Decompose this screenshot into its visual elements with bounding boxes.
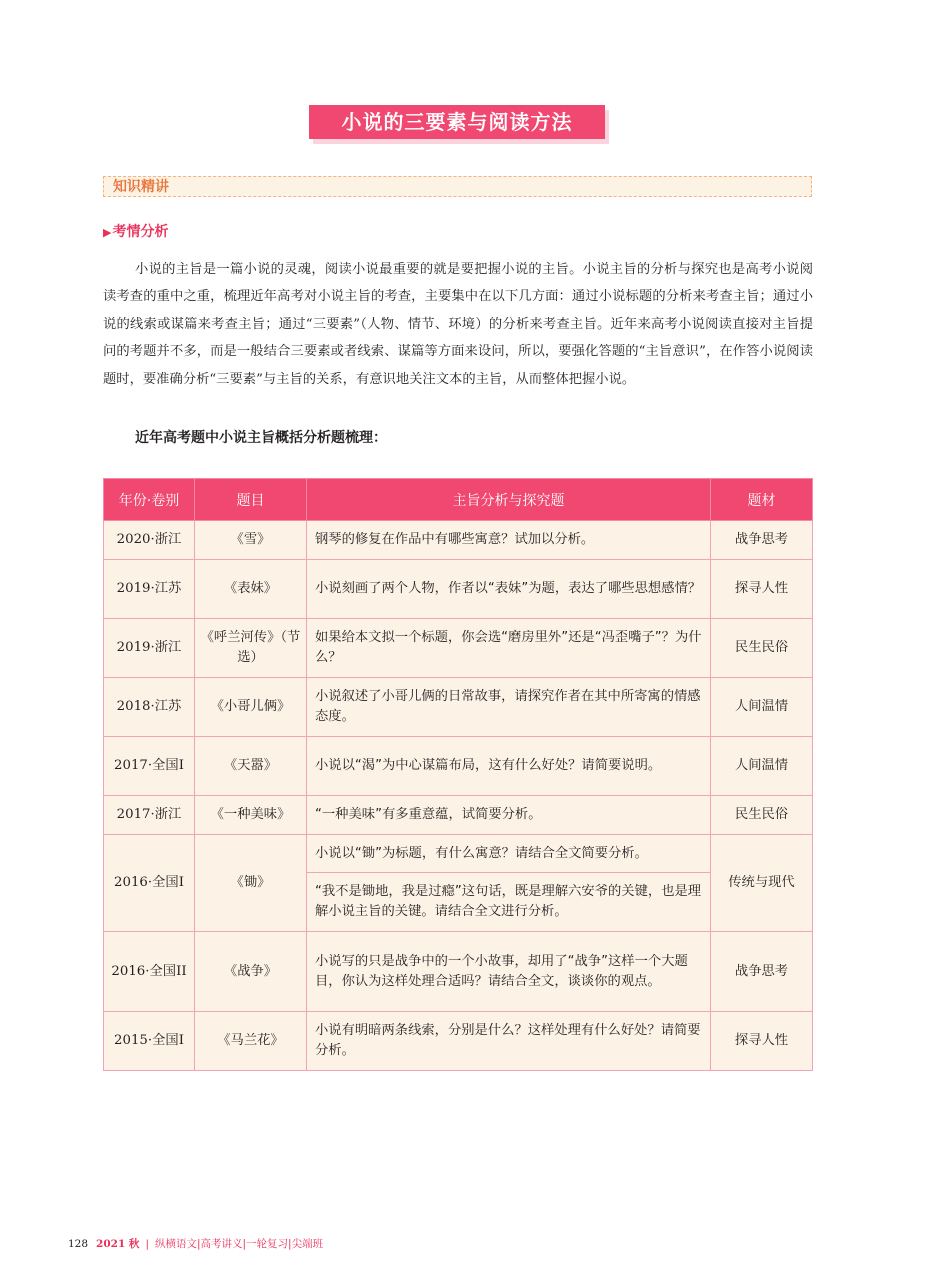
table-row (104, 737, 813, 796)
table-row (104, 619, 813, 678)
cell-question: 如果给本文拟一个标题，你会选“磨房里外”还是“冯歪嘴子”？为什么？ (307, 619, 711, 678)
exam-table (103, 478, 813, 1071)
cell-theme: 人间温情 (711, 678, 813, 737)
cell-question: 小说以“锄”为标题，有什么寓意？请结合全文简要分析。 (307, 835, 711, 873)
cell-question: 小说写的只是战争中的一个小故事，却用了“战争”这样一个大题目，你认为这样处理合适吗？请结合全文，谈谈你的观点。 (307, 932, 711, 1012)
cell-question: 小说有明暗两条线索，分别是什么？这样处理有什么好处？请简要分析。 (307, 1012, 711, 1071)
cell-title: 《战争》 (195, 932, 307, 1012)
cell-year: 2016·全国II (104, 932, 195, 1012)
table-row (104, 560, 813, 619)
cell-theme: 人间温情 (711, 737, 813, 796)
cell-year: 2017·全国I (104, 737, 195, 796)
triangle-marker-icon: ▶ (103, 226, 112, 239)
cell-theme: 战争思考 (711, 521, 813, 560)
cell-year: 2019·江苏 (104, 560, 195, 619)
cell-theme: 探寻人性 (711, 560, 813, 619)
cell-question: “我不是锄地，我是过瘾”这句话，既是理解六安爷的关键，也是理解小说主旨的关键。请结合全文进行分析。 (307, 873, 711, 932)
page-title: 小说的三要素与阅读方法 (309, 105, 605, 139)
cell-question: 小说以“渴”为中心谋篇布局，这有什么好处？请简要说明。 (307, 737, 711, 796)
table-row (104, 678, 813, 737)
cell-title: 《马兰花》 (195, 1012, 307, 1071)
header-theme: 题材 (711, 479, 813, 521)
cell-question: 小说叙述了小哥儿俩的日常故事，请探究作者在其中所寄寓的情感态度。 (307, 678, 711, 737)
subsection-label: 考情分析 (112, 224, 169, 240)
cell-theme: 传统与现代 (711, 835, 813, 932)
cell-title: 《雪》 (195, 521, 307, 560)
cell-title: 《一种美味》 (195, 796, 307, 835)
cell-title: 《天嚣》 (195, 737, 307, 796)
footer-book-title: 纵横语文|高考讲义|一轮复习|尖端班 (154, 1238, 324, 1250)
page-title-banner (309, 105, 609, 139)
table-intro: 近年高考题中小说主旨概括分析题梳理： (135, 430, 387, 446)
header-title: 题目 (195, 479, 307, 521)
subsection-heading (103, 222, 168, 242)
footer-separator: | (145, 1238, 149, 1250)
cell-title: 《呼兰河传》（节选） (195, 619, 307, 678)
table-row (104, 796, 813, 835)
page-number: 128 (68, 1238, 89, 1250)
table-row (104, 521, 813, 560)
page-footer (68, 1237, 323, 1251)
cell-title: 《锄》 (195, 835, 307, 932)
table-header-row (104, 479, 813, 521)
cell-theme: 探寻人性 (711, 1012, 813, 1071)
header-question: 主旨分析与探究题 (307, 479, 711, 521)
table-row (104, 1012, 813, 1071)
cell-theme: 民生民俗 (711, 619, 813, 678)
section-bar (103, 176, 812, 197)
cell-theme: 战争思考 (711, 932, 813, 1012)
cell-year: 2019·浙江 (104, 619, 195, 678)
cell-question: “一种美味”有多重意蕴，试简要分析。 (307, 796, 711, 835)
cell-year: 2016·全国I (104, 835, 195, 932)
table-row (104, 835, 813, 873)
cell-question: 钢琴的修复在作品中有哪些寓意？试加以分析。 (307, 521, 711, 560)
cell-year: 2017·浙江 (104, 796, 195, 835)
cell-year: 2020·浙江 (104, 521, 195, 560)
cell-title: 《小哥儿俩》 (195, 678, 307, 737)
cell-year: 2015·全国I (104, 1012, 195, 1071)
cell-title: 《表妹》 (195, 560, 307, 619)
section-label: 知识精讲 (113, 179, 169, 195)
cell-question: 小说刻画了两个人物，作者以“表妹”为题，表达了哪些思想感情？ (307, 560, 711, 619)
header-year: 年份·卷别 (104, 479, 195, 521)
footer-year: 2021 秋 (96, 1238, 140, 1250)
cell-year: 2018·江苏 (104, 678, 195, 737)
table-row (104, 932, 813, 1012)
intro-paragraph: 小说的主旨是一篇小说的灵魂，阅读小说最重要的就是要把握小说的主旨。小说主旨的分析与探究也是高考小说阅读考查的重中之重，梳理近年高考对小说主旨的考查，主要集中在以下几方面：通过小说标题的分析来考查主旨；通过小说的线索或谋篇来考查主旨；通过“三要素”（人物、情节、环境）的分析来考查主旨。近年来高考小说阅读直接对主旨提问的考题并不多，而是一般结合三要素或者线索、谋篇等方面来设问，所以，要强化答题的“主旨意识”，在作答小说阅读题时，要准确分析“三要素”与主旨的关系，有意识地关注文本的主旨，从而整体把握小说。 (103, 262, 813, 387)
cell-theme: 民生民俗 (711, 796, 813, 835)
